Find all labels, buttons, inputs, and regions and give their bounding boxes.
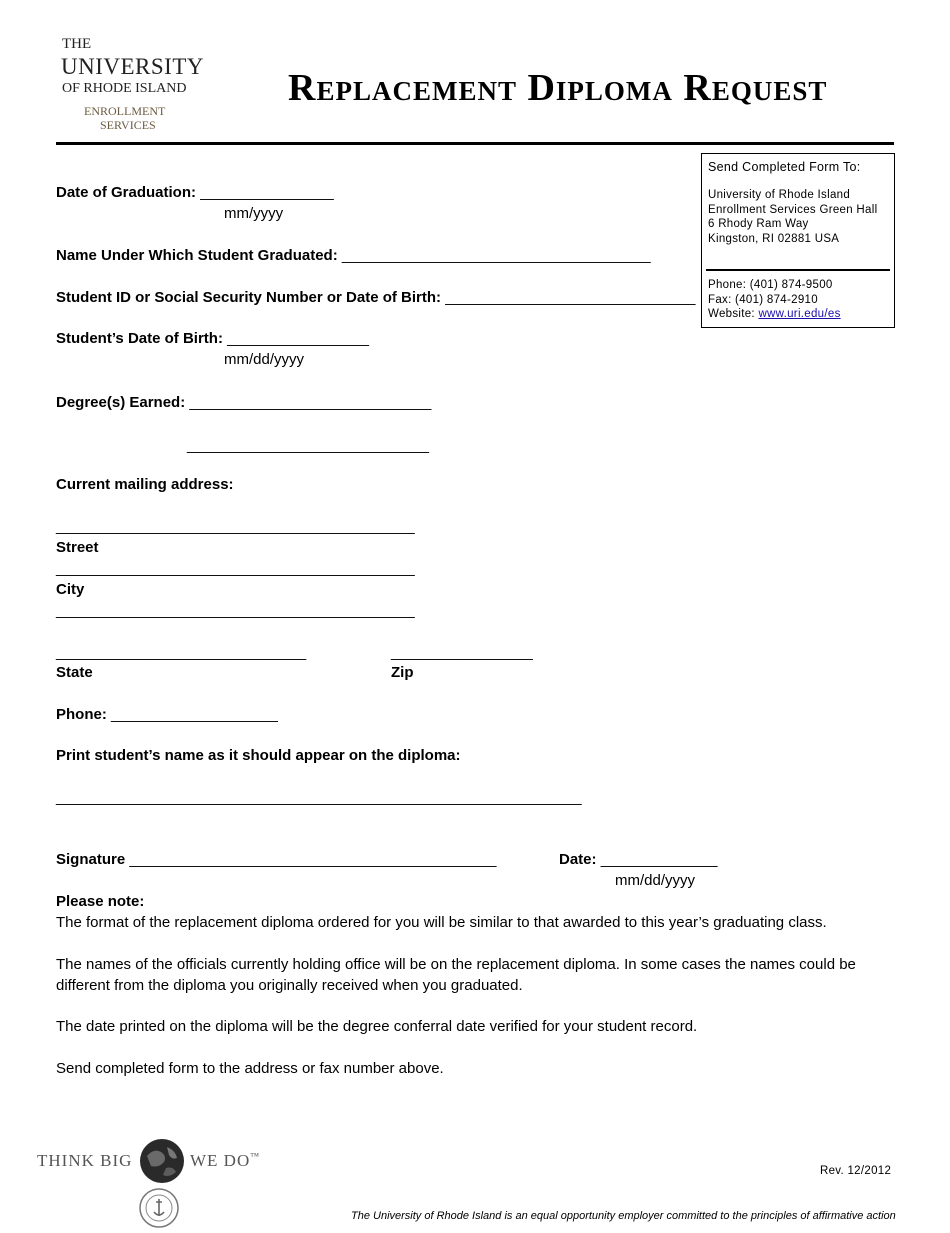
state-label: State	[56, 664, 93, 681]
signature-label: Signature	[56, 851, 126, 868]
think-big-text: THINK BIG	[37, 1151, 133, 1170]
contact-address-3: 6 Rhody Ram Way	[708, 218, 809, 230]
sign-date-field	[559, 851, 717, 868]
phone-blank[interactable]: ____________________	[111, 706, 278, 723]
degree-blank-2[interactable]: _____________________________	[187, 437, 429, 454]
we-do-label: WE DO	[190, 1151, 251, 1170]
student-id-label: Student ID or Social Security Number or Date of Birth:	[56, 289, 442, 306]
contact-phone: Phone: (401) 874-9500	[708, 279, 833, 291]
logo-the: THE	[62, 36, 92, 52]
birth-date-field	[56, 330, 369, 347]
note-send-form: Send completed form to the address or fax number above.	[56, 1060, 444, 1077]
birth-date-label: Student’s Date of Birth:	[56, 330, 223, 347]
zip-label: Zip	[391, 664, 414, 681]
contact-heading: Send Completed Form To:	[708, 160, 861, 174]
graduation-date-blank[interactable]: ________________	[200, 184, 334, 201]
contact-address-4: Kingston, RI 02881 USA	[708, 232, 840, 245]
contact-website-label: Website:	[708, 308, 759, 320]
contact-fax: Fax: (401) 874-2910	[708, 293, 818, 306]
graduation-date-field	[56, 184, 334, 201]
state-blank[interactable]: ______________________________	[56, 644, 307, 661]
header-divider	[56, 142, 894, 145]
student-id-blank[interactable]: ______________________________	[445, 289, 696, 306]
revision-date: Rev. 12/2012	[820, 1165, 892, 1177]
contact-divider	[706, 269, 890, 271]
note-officials-2: different from the diploma you originally received when you graduated.	[56, 977, 523, 994]
phone-label: Phone:	[56, 706, 107, 723]
street-label: Street	[56, 539, 99, 556]
contact-box	[701, 153, 895, 328]
graduation-date-label: Date of Graduation:	[56, 184, 197, 201]
eeo-statement: The University of Rhode Island is an equal opportunity employer committed to the principles of affirmative action	[351, 1210, 896, 1222]
birth-date-hint: mm/dd/yyyy	[224, 351, 305, 368]
degree-label: Degree(s) Earned:	[56, 394, 186, 411]
note-officials-1: The names of the officials currently holding office will be on the replacement diploma. In some cases the names could be	[56, 956, 856, 973]
notes-heading: Please note:	[56, 893, 145, 910]
mailing-address-label: Current mailing address:	[56, 476, 234, 493]
logo-services: SERVICES	[100, 118, 156, 132]
graduated-name-field	[56, 247, 651, 264]
university-seal-icon	[139, 1188, 179, 1233]
sign-date-hint: mm/dd/yyyy	[615, 872, 696, 889]
birth-date-blank[interactable]: _________________	[227, 330, 369, 347]
city-blank[interactable]: ___________________________________________	[56, 560, 415, 577]
note-conferral-date: The date printed on the diploma will be the degree conferral date verified for your student record.	[56, 1018, 698, 1035]
diploma-name-blank[interactable]: _______________________________________________________________	[56, 789, 582, 806]
degree-blank-1[interactable]: _____________________________	[189, 394, 432, 411]
contact-address-1: University of Rhode Island	[708, 189, 851, 201]
contact-address-2: Enrollment Services Green Hall	[708, 203, 878, 216]
trademark-symbol: ™	[250, 1151, 261, 1161]
we-do-text	[190, 1151, 260, 1171]
city-label: City	[56, 581, 85, 598]
graduated-name-blank[interactable]: _____________________________________	[341, 247, 651, 264]
contact-website	[708, 307, 841, 322]
signature-field	[56, 851, 496, 868]
logo-of-rhode-island: OF RHODE ISLAND	[62, 81, 187, 96]
degree-field	[56, 394, 431, 411]
logo-university: UNIVERSITY	[61, 54, 204, 79]
graduated-name-label: Name Under Which Student Graduated:	[56, 247, 338, 264]
street-blank[interactable]: ___________________________________________	[56, 518, 415, 535]
diploma-name-label: Print student’s name as it should appear on the diploma:	[56, 747, 461, 764]
sign-date-label: Date:	[559, 851, 597, 868]
logo-enrollment: ENROLLMENT	[84, 104, 166, 118]
student-id-field	[56, 289, 696, 306]
signature-blank[interactable]: ____________________________________________	[129, 851, 497, 868]
graduation-date-hint: mm/yyyy	[224, 205, 284, 222]
globe-icon	[139, 1138, 185, 1189]
zip-blank[interactable]: _________________	[391, 644, 533, 661]
contact-website-link[interactable]: www.uri.edu/es	[758, 308, 841, 320]
sign-date-blank[interactable]: ______________	[600, 851, 718, 868]
note-format: The format of the replacement diploma ordered for you will be similar to that awarded to this year’s graduating class.	[56, 914, 827, 931]
page-title: Replacement Diploma Request	[288, 67, 828, 109]
address-extra-blank[interactable]: ___________________________________________	[56, 602, 415, 619]
phone-field	[56, 706, 278, 723]
